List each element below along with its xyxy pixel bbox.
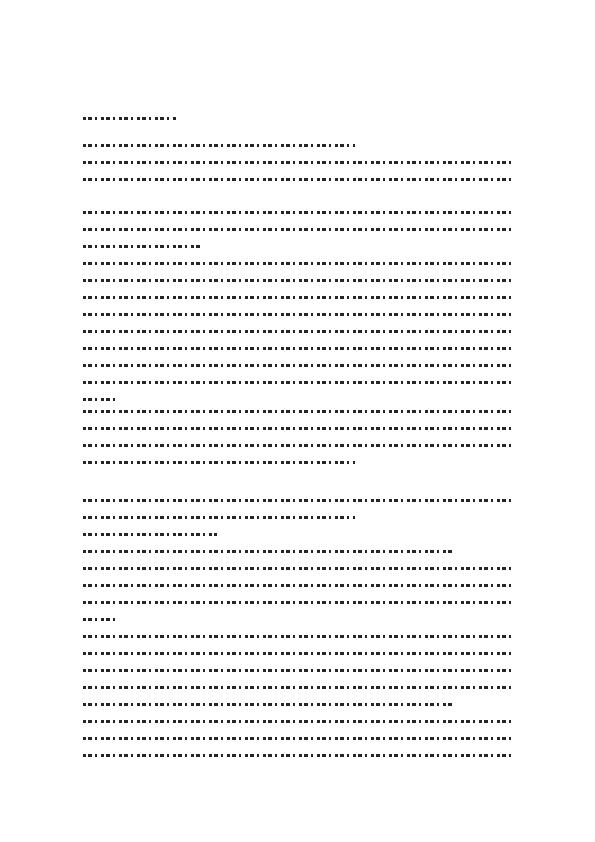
- text-line: [83, 262, 515, 265]
- text-line: [83, 245, 200, 248]
- text-line: [83, 584, 515, 587]
- text-line: [83, 652, 515, 655]
- text-line: [83, 669, 515, 672]
- text-line: [83, 601, 515, 604]
- text-line: [83, 635, 515, 638]
- paragraph-2: [83, 211, 515, 415]
- text-line: [83, 347, 515, 350]
- paragraph-4: [83, 499, 515, 771]
- text-line: [83, 178, 515, 181]
- text-line: [83, 618, 118, 621]
- text-line: [83, 144, 355, 147]
- text-line: [83, 754, 515, 757]
- text-line: [83, 228, 515, 231]
- text-line: [83, 444, 515, 447]
- text-line: [83, 364, 515, 367]
- text-line: [83, 499, 515, 502]
- text-line: [83, 313, 515, 316]
- document-heading: [83, 117, 515, 134]
- text-line: [83, 381, 515, 384]
- text-line: [83, 427, 515, 430]
- heading-line: [83, 117, 178, 120]
- text-line: [83, 737, 515, 740]
- text-line: [83, 279, 515, 282]
- text-line: [83, 533, 217, 536]
- text-line: [83, 516, 355, 519]
- paragraph-3: [83, 410, 515, 478]
- paragraph-1: [83, 144, 515, 195]
- text-line: [83, 296, 515, 299]
- text-line: [83, 398, 118, 401]
- text-line: [83, 211, 515, 214]
- text-line: [83, 550, 455, 553]
- text-line: [83, 567, 515, 570]
- text-line: [83, 161, 515, 164]
- text-line: [83, 461, 355, 464]
- text-line: [83, 703, 455, 706]
- text-line: [83, 686, 515, 689]
- text-line: [83, 720, 515, 723]
- text-line: [83, 330, 515, 333]
- text-line: [83, 410, 515, 413]
